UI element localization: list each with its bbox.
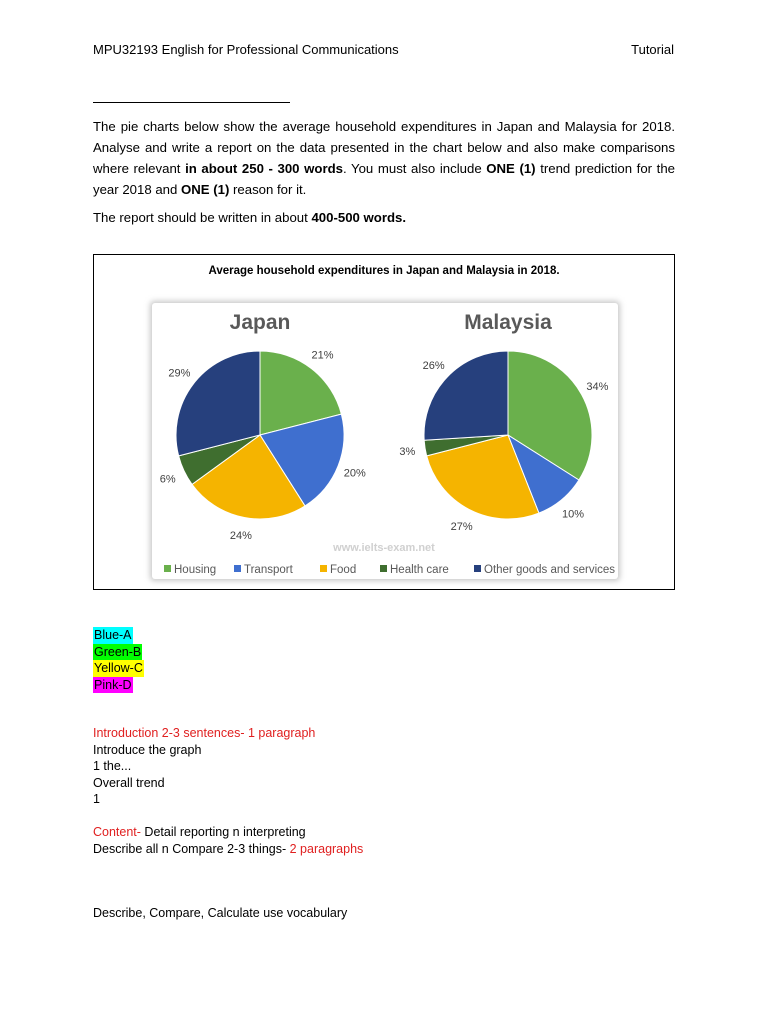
word-limit-bold: in about 250 - 300 words [185, 161, 343, 176]
pie-data-label: 20% [343, 467, 366, 480]
legend-item: Other goods and services [484, 564, 616, 576]
instruction-paragraph [93, 116, 675, 200]
text-run: trend prediction for the year 2018 and [93, 161, 675, 197]
count-bold: ONE (1) [181, 182, 230, 197]
content-text: Detail reporting n interpreting [140, 825, 306, 839]
pie-data-label: 10% [561, 508, 585, 521]
content-label: Content- [93, 825, 141, 839]
count-bold: ONE (1) [486, 161, 536, 176]
vocab-text: Describe, Compare, Calculate use vocabulary [93, 906, 348, 920]
legend-item: Food [330, 564, 357, 576]
color-key-yellow: Yellow-C [94, 661, 143, 675]
legend-item: Health care [390, 564, 449, 576]
legend-swatch [320, 565, 327, 572]
intro-heading: Introduction 2-3 sentences- 1 paragraph [93, 726, 316, 740]
text-run: The report should be written in about [93, 210, 312, 225]
text-run: reason for it. [229, 182, 307, 197]
chart-title: Average household expenditures in Japan and Malaysia in 2018. [208, 265, 560, 277]
legend-item: Housing [174, 564, 217, 576]
course-title: MPU32193 English for Professional Communications [93, 42, 399, 57]
introduction-notes [93, 725, 315, 808]
pie-data-label: 34% [586, 380, 609, 393]
vocabulary-note [93, 905, 347, 922]
color-key-blue: Blue-A [94, 628, 132, 642]
text-run: . You must also include [342, 161, 487, 176]
page-tag: Tutorial [631, 42, 674, 57]
intro-line: Introduce the graph [93, 742, 202, 757]
chart-frame [93, 254, 675, 590]
content-notes [93, 824, 363, 857]
legend-swatch [234, 565, 241, 572]
word-count-paragraph [93, 207, 675, 228]
color-key [93, 627, 144, 693]
legend-swatch [474, 565, 481, 572]
watermark: www.ielts-exam.net [333, 542, 435, 554]
intro-line: 1 [93, 792, 100, 806]
pie-data-label: 3% [399, 446, 416, 458]
pie-data-label: 21% [311, 349, 334, 362]
pie-data-label: 29% [168, 367, 191, 380]
name-underline [93, 102, 290, 103]
pie-data-label: 26% [422, 360, 445, 373]
pie-title: Malaysia [464, 311, 552, 334]
word-count-bold: 400-500 words. [311, 210, 407, 225]
describe-paragraphs: 2 paragraphs [289, 841, 364, 856]
pie-data-label: 6% [159, 473, 176, 486]
legend-swatch [164, 565, 171, 572]
text-run: The pie charts below show the average household expenditures in Japan and Malaysia for 2018. Analyse and write a report on the data presented in the chart below and also make comparisons where relevant [93, 119, 675, 176]
color-key-pink: Pink-D [94, 677, 132, 692]
color-key-green: Green-B [94, 644, 142, 659]
intro-line: 1 the... [93, 759, 132, 773]
pie-charts [94, 255, 674, 589]
pie-data-label: 27% [450, 520, 473, 533]
legend-swatch [380, 565, 387, 572]
intro-line: Overall trend [93, 775, 165, 790]
legend-item: Transport [244, 564, 293, 576]
describe-text: Describe all n Compare 2-3 things- [93, 841, 290, 856]
pie-data-label: 24% [229, 530, 252, 543]
pie-title: Japan [229, 311, 291, 334]
